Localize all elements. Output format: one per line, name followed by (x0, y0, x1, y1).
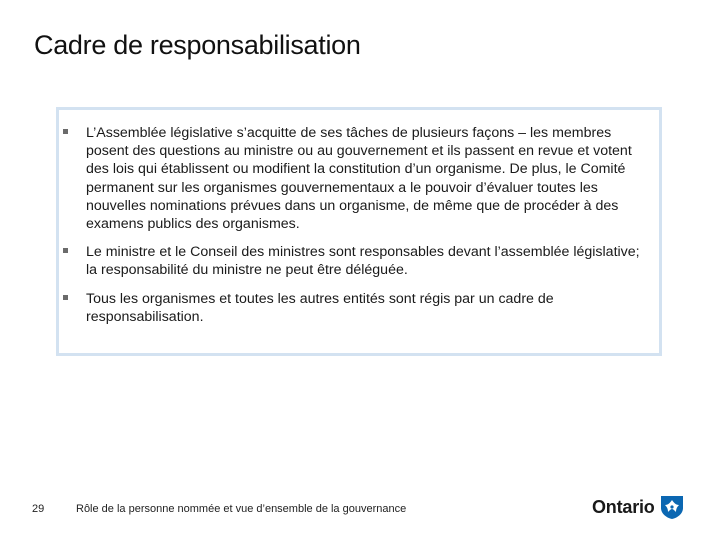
ontario-trillium-logo-icon (659, 494, 685, 520)
slide-title: Cadre de responsabilisation (34, 30, 361, 60)
content-box (56, 107, 662, 356)
ontario-logo (592, 494, 685, 520)
bullet-square-icon (63, 295, 68, 300)
bullet-text: Tous les organismes et toutes les autres entités sont régis par un cadre de responsabilisation. (86, 290, 554, 325)
bullet-square-icon (63, 129, 68, 134)
bullet-item (59, 290, 659, 326)
bullet-list (59, 124, 659, 336)
bullet-text: Le ministre et le Conseil des ministres sont responsables devant l’assemblée législative; la responsabilité du ministre ne peut être déléguée. (86, 244, 640, 279)
page-number: 29 (32, 503, 45, 515)
bullet-item (59, 124, 659, 233)
bullet-item (59, 243, 659, 279)
bullet-square-icon (63, 248, 68, 253)
logo-text: Ontario (592, 496, 655, 517)
bullet-text: L’Assemblée législative s’acquitte de ses tâches de plusieurs façons – les membres posent des questions au ministre ou au gouvernement et ils passent en revue et votent des lois qui établissent ou modifient la constitution d’un organisme. De plus, le Comité permanent sur les organismes gouvernementaux a le pouvoir d’évaluer toutes les nouvelles nominations prévues dans un organisme, de même que de procéder à des examens publics des organismes. (86, 125, 632, 233)
footer-text: Rôle de la personne nommée et vue d’ensemble de la gouvernance (76, 503, 407, 515)
